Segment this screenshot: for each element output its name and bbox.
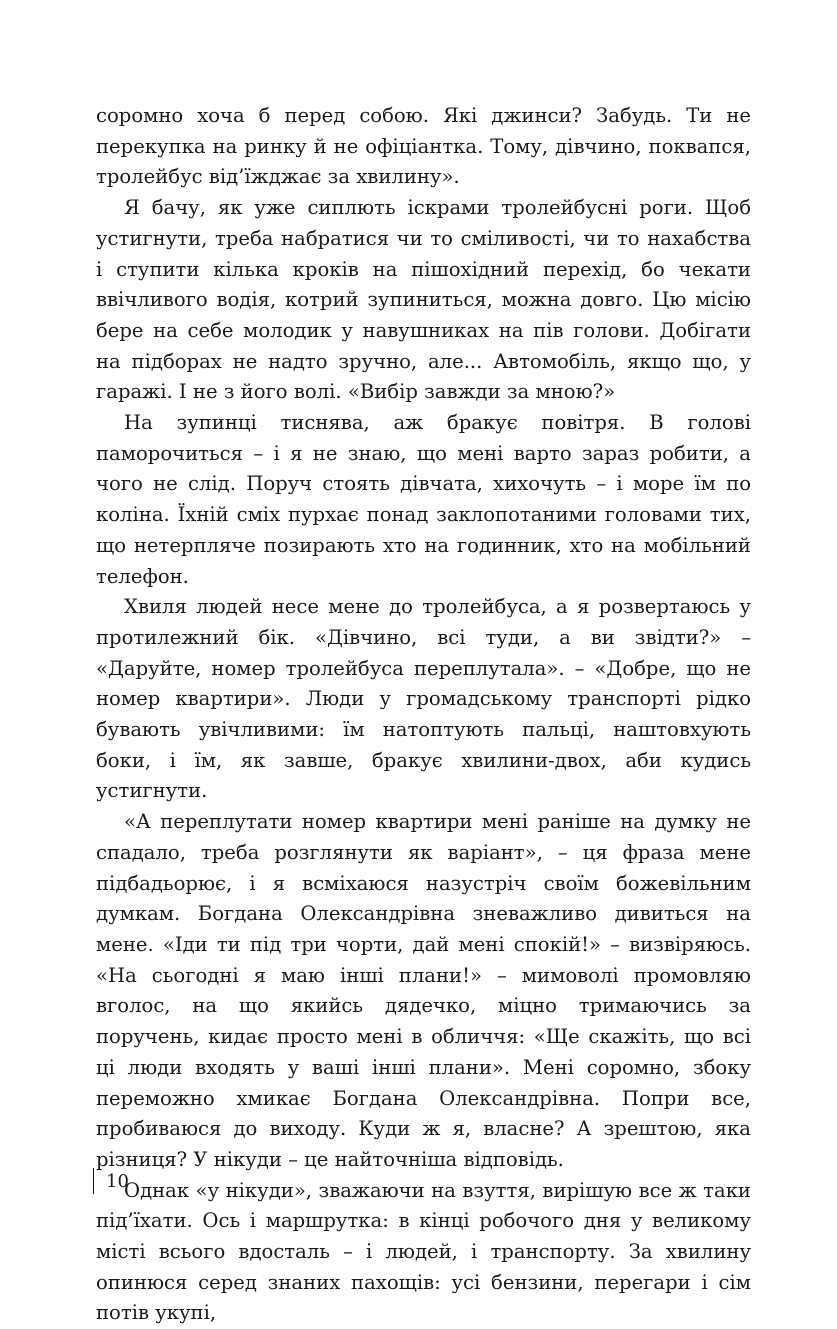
paragraph-5: «А переплутати номер квартири мені раніше на думку не спадало, треба розглянути як варіант», – ця фраза мене підбадьорює, і я всміхаюся назустріч своїм божевільним думкам. Богдана Олександрівна зневажливо дивиться на мене. «Іди ти під три чорти, дай мені спокій!» – визвіряюсь. «На сьогодні я маю інші плани!» – мимоволі промовляю вголос, на що якийсь дядечко, міцно тримаючись за поручень, кидає просто мені в обличчя: «Ще скажіть, що всі ці люди входять у ваші інші плани». Мені соромно, збоку переможно хмикає Богдана Олександрівна. Попри все, пробиваюся до виходу. Куди ж я, власне? А зрештою, яка різниця? У нікуди – це найточніша відповідь. [96,810,751,1171]
paragraph-2: Я бачу, як уже сиплють іскрами тролейбусні роги. Щоб устигнути, треба набратися чи то сміливості, чи то нахабства і ступити кілька кроків на пішохідний перехід, бо чекати ввічливого водія, котрий зупиниться, можна довго. Цю місію бере на себе молодик у навушниках на пів голови. Добігати на підборах не надто зручно, але... Автомобіль, якщо що, у гаражі. І не з його волі. «Вибір завжди за мною?» [96,196,751,404]
page-footer [93,1167,129,1195]
paragraph-1: соромно хоча б перед собою. Які джинси? Забудь. Ти не перекупка на ринку й не офіціантка. Тому, дівчино, поквапся, тролейбус від’їжджає за хвилину». [96,104,751,189]
paragraph-3: На зупинці тиснява, аж бракує повітря. В голові паморочиться – і я не знаю, що мені варто зараз робити, а чого не слід. Поруч стоять дівчата, хихочуть – і море їм по коліна. Їхній сміх пурхає понад заклопотаними головами тих, що нетерпляче позирають хто на годинник, хто на мобільний телефон. [96,411,751,588]
footer-divider [93,1168,94,1194]
paragraph-6: Однак «у нікуди», зважаючи на взуття, вирішую все ж таки під’їхати. Ось і маршрутка: в кінці робочого дня у великому місті всього вдосталь – і людей, і транспорту. За хвилину опинюся серед знаних пахощів: усі бензини, перегари і сім потів укупі, [96,1178,751,1325]
page-number: 10 [106,1170,129,1192]
paragraph-4: Хвиля людей несе мене до тролейбуса, а я розвертаюсь у протилежний бік. «Дівчино, всі туди, а ви звідти?» – «Даруйте, номер тролейбуса переплутала». – «Добре, що не номер квартири». Люди у громадському транспорті рідко бувають увічливими: їм натоптують пальці, наштовхують боки, і їм, як завше, бракує хвилини-двох, аби кудись устигнути. [96,595,751,803]
body-text [96,101,751,1329]
